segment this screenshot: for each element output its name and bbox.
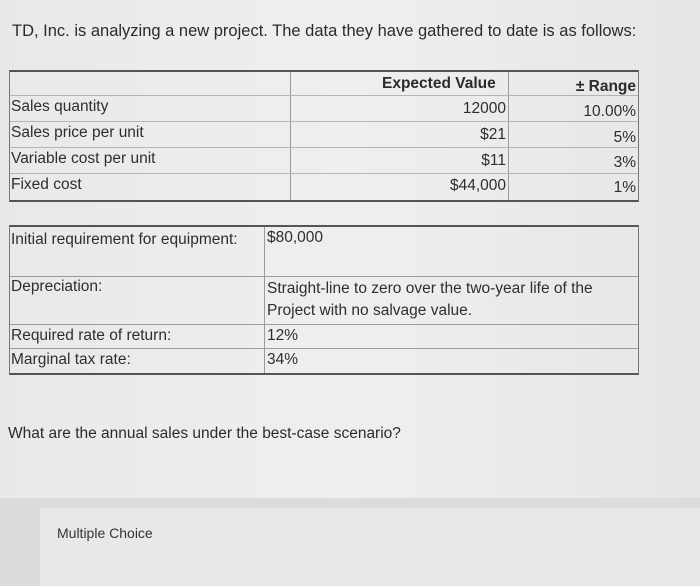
project-assumptions-table: [9, 225, 639, 375]
row-range: 3%: [613, 154, 636, 171]
header-range: ± Range: [575, 78, 636, 95]
row-divider: [10, 147, 638, 148]
multiple-choice-panel[interactable]: [40, 508, 700, 586]
row-divider: [10, 348, 638, 349]
header-expected-value: Expected Value: [382, 75, 496, 92]
row-value: $80,000: [267, 229, 324, 246]
row-value: 34%: [267, 351, 299, 368]
row-range: 1%: [613, 179, 636, 196]
question-text: What are the annual sales under the best-case scenario?: [8, 425, 401, 442]
row-divider: [10, 95, 638, 96]
row-label: Variable cost per unit: [11, 150, 156, 167]
column-divider: [264, 227, 265, 373]
row-expected: $11: [481, 152, 506, 169]
row-expected: $21: [480, 126, 506, 143]
row-label: Fixed cost: [11, 176, 82, 193]
project-data-table: [9, 70, 639, 202]
row-label: Sales price per unit: [11, 124, 144, 141]
row-range: 5%: [613, 129, 636, 146]
row-label: Sales quantity: [11, 98, 109, 115]
row-value: 12%: [267, 327, 299, 344]
row-value: Straight-line to zero over the two-year life of the Project with no salvage value.: [267, 280, 593, 319]
row-divider: [10, 324, 638, 325]
row-label: Marginal tax rate:: [11, 351, 131, 368]
column-divider: [290, 72, 291, 200]
row-range: 10.00%: [583, 103, 636, 120]
multiple-choice-label: Multiple Choice: [57, 525, 153, 541]
row-divider: [10, 173, 638, 174]
row-label: Required rate of return:: [11, 327, 172, 344]
intro-text: TD, Inc. is analyzing a new project. The data they have gathered to date is as follows:: [12, 22, 637, 40]
row-label: Depreciation:: [11, 278, 103, 295]
row-expected: $44,000: [449, 177, 506, 194]
row-expected: 12000: [462, 100, 506, 117]
row-divider: [10, 276, 638, 277]
column-divider: [508, 72, 509, 200]
row-divider: [10, 121, 638, 122]
row-label: Initial requirement for equipment:: [11, 231, 238, 248]
